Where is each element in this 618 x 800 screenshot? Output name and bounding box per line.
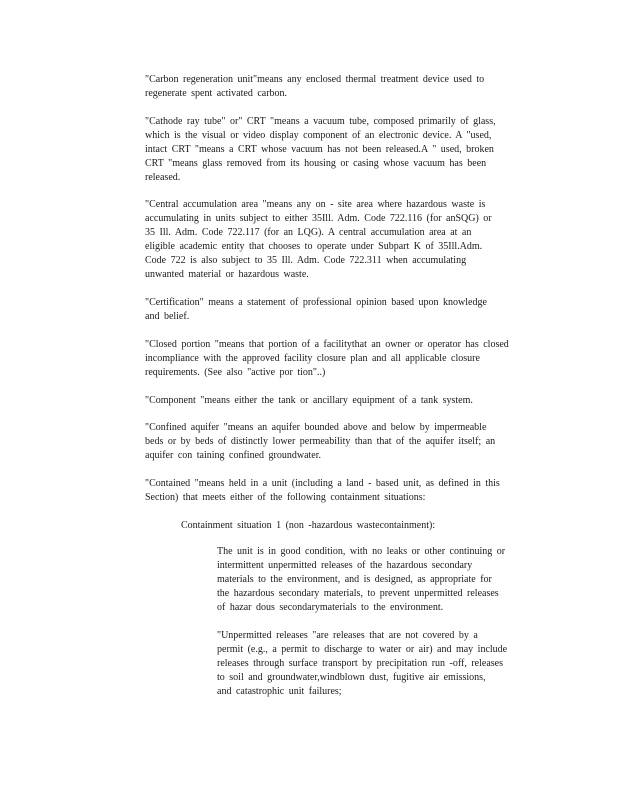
definition-cathode-ray-tube	[145, 115, 537, 185]
text-line: intermittent unpermitted releases of the hazardous secondary	[217, 560, 473, 571]
text-line: eligible academic entity that chooses to operate under Subpart K of 35Ill.Adm.	[145, 241, 483, 252]
text-line: requirements. (See also "active por tion"..)	[145, 367, 326, 378]
text-line: to soil and groundwater,windblown dust, fugitive air emissions,	[217, 672, 486, 683]
text-line: "Carbon regeneration unit"means any enclosed thermal treatment device used to	[145, 74, 485, 85]
text-line: Code 722 is also subject to 35 Ill. Adm. Code 722.311 when accumulating	[145, 255, 467, 266]
definition-component	[145, 394, 537, 408]
text-line: intact CRT "means a CRT whose vacuum has not been released.A " used, broken	[145, 144, 494, 155]
text-line: permit (e.g., a permit to discharge to water or air) and may include	[217, 644, 508, 655]
text-line: "Certification" means a statement of professional opinion based upon knowledge	[145, 297, 487, 308]
text-line: The unit is in good condition, with no leaks or other continuing or	[217, 546, 506, 557]
text-line: which is the visual or video display component of an electronic device. A "used,	[145, 130, 492, 141]
text-line: accumulating in units subject to either 35Ill. Adm. Code 722.116 (for anSQG) or	[145, 213, 492, 224]
definition-central-accumulation-area	[145, 198, 537, 282]
containment-situation-heading	[181, 519, 541, 533]
text-line: aquifer con taining confined groundwater.	[145, 450, 321, 461]
text-line: Containment situation 1 (non -hazardous wastecontainment):	[181, 520, 436, 531]
text-line: the hazardous secondary materials, to prevent unpermitted releases	[217, 588, 499, 599]
text-line: and catastrophic unit failures;	[217, 686, 342, 697]
text-line: "Cathode ray tube" or" CRT "means a vacuum tube, composed primarily of glass,	[145, 116, 496, 127]
definition-carbon-regeneration-unit	[145, 73, 537, 101]
text-line: 35 Ill. Adm. Code 722.117 (for an LQG). A central accumulation area at an	[145, 227, 472, 238]
text-line: unwanted material or hazardous waste.	[145, 269, 309, 280]
text-line: materials to the environment, and is designed, as appropriate for	[217, 574, 492, 585]
text-line: "Central accumulation area "means any on - site area where hazardous waste is	[145, 199, 486, 210]
definition-closed-portion	[145, 338, 537, 380]
text-line: releases through surface transport by precipitation run -off, releases	[217, 658, 503, 669]
text-line: regenerate spent activated carbon.	[145, 88, 288, 99]
definition-certification	[145, 296, 537, 324]
subparagraph-good-condition	[217, 545, 537, 615]
subparagraph-unpermitted-releases	[217, 629, 537, 699]
text-line: and belief.	[145, 311, 190, 322]
text-line: of hazar dous secondarymaterials to the environment.	[217, 602, 444, 613]
definition-contained	[145, 477, 537, 505]
text-line: released.	[145, 172, 181, 183]
text-line: beds or by beds of distinctly lower permeability than that of the aquifer itself; an	[145, 436, 496, 447]
text-line: incompliance with the approved facility closure plan and all applicable closure	[145, 353, 480, 364]
text-line: CRT "means glass removed from its housing or casing whose vacuum has been	[145, 158, 487, 169]
text-line: Section) that meets either of the following containment situations:	[145, 492, 426, 503]
definition-confined-aquifer	[145, 421, 537, 463]
text-line: "Confined aquifer "means an aquifer bounded above and below by impermeable	[145, 422, 487, 433]
text-line: "Closed portion "means that portion of a facilitythat an owner or operator has closed	[145, 339, 509, 350]
text-line: "Contained "means held in a unit (including a land - based unit, as defined in this	[145, 478, 500, 489]
text-line: "Unpermitted releases "are releases that are not covered by a	[217, 630, 478, 641]
text-line: "Component "means either the tank or ancillary equipment of a tank system.	[145, 395, 473, 406]
